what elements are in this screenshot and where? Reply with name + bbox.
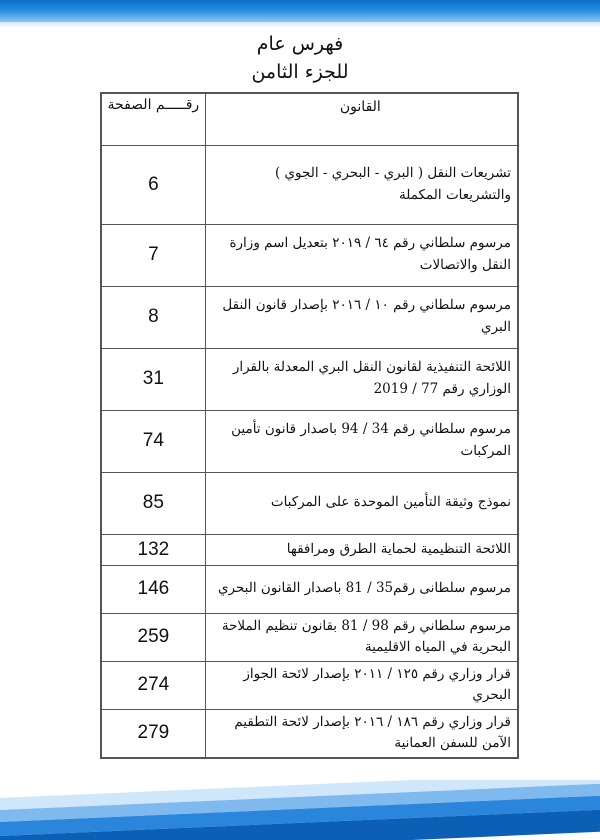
index-table (100, 92, 519, 759)
page-column-header: رقـــــم الصفحة (101, 93, 205, 145)
law-title: مرسوم سلطاني رقم ١٠ / ٢٠١٦ بإصدار قانون النقل البري (205, 286, 518, 348)
bottom-decorative-band (0, 780, 600, 840)
table-row (101, 286, 518, 348)
page-number: 85 (101, 472, 205, 534)
table-row (101, 565, 518, 613)
page-number: 259 (101, 613, 205, 661)
page-number: 274 (101, 661, 205, 709)
law-title: نموذج وثيقة التأمين الموحدة على المركبات (205, 472, 518, 534)
top-decorative-band (0, 0, 600, 22)
table-row (101, 661, 518, 709)
page-number: 8 (101, 286, 205, 348)
page-number: 6 (101, 145, 205, 224)
law-title: مرسوم سلطانى رقم35 / 81 باصدار القانون البحري (205, 565, 518, 613)
index-title: فهرس عام (256, 33, 344, 55)
law-title: اللائحة التنفيذية لقانون النقل البري المعدلة بالقرار الوزاري رقم 77 / 2019 (205, 348, 518, 410)
table-row (101, 145, 518, 224)
page-number: 146 (101, 565, 205, 613)
table-row (101, 224, 518, 286)
table-row (101, 410, 518, 472)
table-header-row (101, 93, 518, 145)
table-row (101, 613, 518, 661)
page-number: 279 (101, 709, 205, 758)
page-number: 31 (101, 348, 205, 410)
law-column-header: القانون (205, 93, 518, 145)
law-title: مرسوم سلطاني رقم 98 / 81 بقانون تنظيم الملاحة البحرية في المياه الاقليمية (205, 613, 518, 661)
page-number: 7 (101, 224, 205, 286)
table-row (101, 348, 518, 410)
law-title: مرسوم سلطاني رقم ٦٤ / ٢٠١٩ بتعديل اسم وزارة النقل والاتصالات (205, 224, 518, 286)
top-band-fade (0, 22, 600, 28)
law-title: اللائحة التنظيمية لحماية الطرق ومرافقها (205, 534, 518, 565)
part-title: للجزء الثامن (251, 61, 349, 83)
table-row (101, 534, 518, 565)
law-title: قرار وزاري رقم ١٨٦ / ٢٠١٦ بإصدار لائحة التطقيم الآمن للسفن العمانية (205, 709, 518, 758)
page-number: 132 (101, 534, 205, 565)
page-number: 74 (101, 410, 205, 472)
table-row (101, 709, 518, 758)
table-row (101, 472, 518, 534)
law-title: مرسوم سلطاني رقم 34 / 94 باصدار قانون تأمين المركبات (205, 410, 518, 472)
law-title: قرار وزاري رقم ١٢٥ / ٢٠١١ بإصدار لائحة الجواز البحري (205, 661, 518, 709)
law-title: تشريعات النقل ( البري - البحري - الجوي ) والتشريعات المكملة (205, 145, 518, 224)
